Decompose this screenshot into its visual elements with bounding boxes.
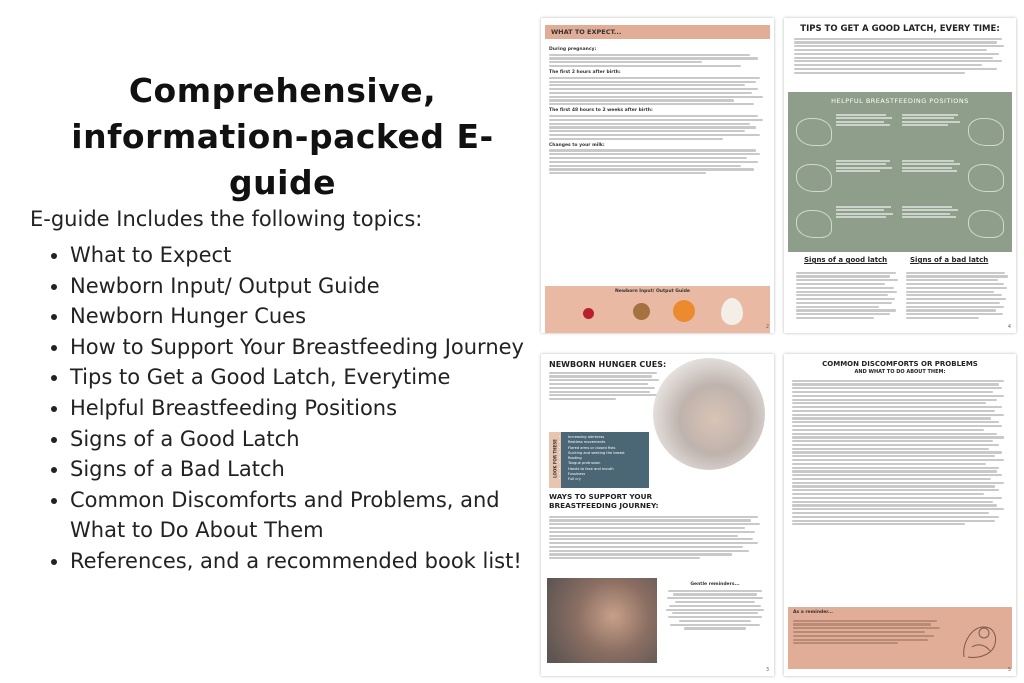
topic-item: • How to Support Your Breastfeeding Journey (70, 332, 560, 363)
input-output-chart (545, 286, 770, 333)
good-latch-list (796, 270, 900, 321)
position-cell (794, 112, 898, 150)
section-body (549, 44, 767, 176)
section-intro (549, 370, 661, 402)
position-cell (902, 158, 1006, 196)
topic-item: • Helpful Breastfeeding Positions (70, 393, 560, 424)
position-illustration (796, 118, 832, 146)
look-for-these-label: LOOK FOR THESE (552, 439, 558, 478)
chart-columns (565, 324, 755, 333)
topic-item: • Newborn Hunger Cues (70, 301, 560, 332)
positions-title: HELPFUL BREASTFEEDING POSITIONS (831, 97, 969, 105)
page-title (30, 68, 535, 206)
topic-item: • Common Discomforts and Problems, and What to Do About Them (70, 485, 560, 546)
topic-item: • Signs of a Bad Latch (70, 454, 560, 485)
page-number: 2 (765, 324, 769, 330)
reminder-title: As a reminder... (793, 610, 834, 615)
mother-baby-line-art (954, 617, 1004, 663)
list-item: • Tongue protrusion (568, 461, 625, 466)
position-illustration (796, 164, 832, 192)
walnut-icon (633, 303, 650, 320)
intro-text: E-guide Includes the following topics: (30, 207, 423, 231)
list-item: • Hands to face and mouth (568, 467, 625, 472)
position-illustration (968, 164, 1004, 192)
bad-latch-heading: Signs of a bad latch (910, 256, 989, 264)
preview-page-problems (784, 354, 1016, 676)
section-body (794, 36, 1008, 75)
positions-panel (788, 92, 1012, 252)
subheading: The first 48 hours to 2 weeks after birth: (549, 108, 653, 114)
reminder-list (793, 618, 943, 646)
page-number: 4 (1007, 324, 1011, 330)
subheading: During pregnancy: (549, 47, 597, 52)
section-title: COMMON DISCOMFORTS OR PROBLEMS (822, 360, 978, 368)
list-item: • Sucking and seeking the breast (568, 451, 625, 456)
topic-item: • Newborn Input/ Output Guide (70, 271, 560, 302)
gentle-reminders (663, 582, 767, 631)
position-cell (794, 204, 898, 242)
section-header (545, 25, 770, 39)
bad-latch-list (906, 270, 1010, 321)
section-title: NEWBORN HUNGER CUES: (549, 360, 667, 369)
section-header-label: WHAT TO EXPECT... (551, 28, 622, 36)
cherry-icon (583, 308, 594, 319)
page-number: 5 (1007, 667, 1011, 673)
hunger-cues-box (549, 432, 649, 488)
position-cell (902, 112, 1006, 150)
gentle-reminders-title: Gentle reminders... (690, 582, 740, 587)
list-item: • Increasing alertness (568, 435, 625, 440)
position-cell (794, 158, 898, 196)
title-line-2: information-packed E-guide (71, 117, 494, 202)
topic-item: • What to Expect (70, 240, 560, 271)
position-cell (902, 204, 1006, 242)
egg-icon (721, 298, 743, 325)
list-item: • Rooting (568, 456, 625, 461)
section-subtitle: AND WHAT TO DO ABOUT THEM: (854, 369, 946, 375)
hunger-cues-list (563, 435, 625, 483)
subheading: The first 2 hours after birth: (549, 70, 621, 76)
reminder-box (788, 607, 1012, 669)
support-heading: WAYS TO SUPPORT YOUR BREASTFEEDING JOURNEY: (549, 492, 659, 510)
preview-page-what-to-expect (541, 18, 774, 333)
preview-page-latch (784, 18, 1016, 333)
topic-item: • References, and a recommended book list! (70, 546, 560, 577)
good-latch-heading: Signs of a good latch (804, 256, 888, 264)
title-line-1: Comprehensive, (128, 71, 437, 110)
support-list (549, 514, 764, 561)
topic-list (48, 240, 560, 577)
position-illustration (968, 210, 1004, 238)
apricot-icon (673, 300, 695, 322)
page-number: 3 (765, 667, 769, 673)
topic-item: • Signs of a Good Latch (70, 424, 560, 455)
section-title: TIPS TO GET A GOOD LATCH, EVERY TIME: (800, 24, 1000, 34)
list-item: • Flared arms or closed fists (568, 446, 625, 451)
position-illustration (968, 118, 1004, 146)
newborn-photo (653, 358, 765, 470)
section-body (792, 378, 1008, 527)
list-item: • Restless movements (568, 440, 625, 445)
position-illustration (796, 210, 832, 238)
chart-title: Newborn Input/ Output Guide (615, 289, 690, 294)
breastfeeding-photo (547, 578, 657, 663)
preview-page-hunger-cues (541, 354, 774, 676)
subheading: Changes to your milk: (549, 142, 605, 148)
list-item: • Fussiness (568, 472, 625, 477)
list-item: • Full cry (568, 477, 625, 482)
topic-item: • Tips to Get a Good Latch, Everytime (70, 362, 560, 393)
